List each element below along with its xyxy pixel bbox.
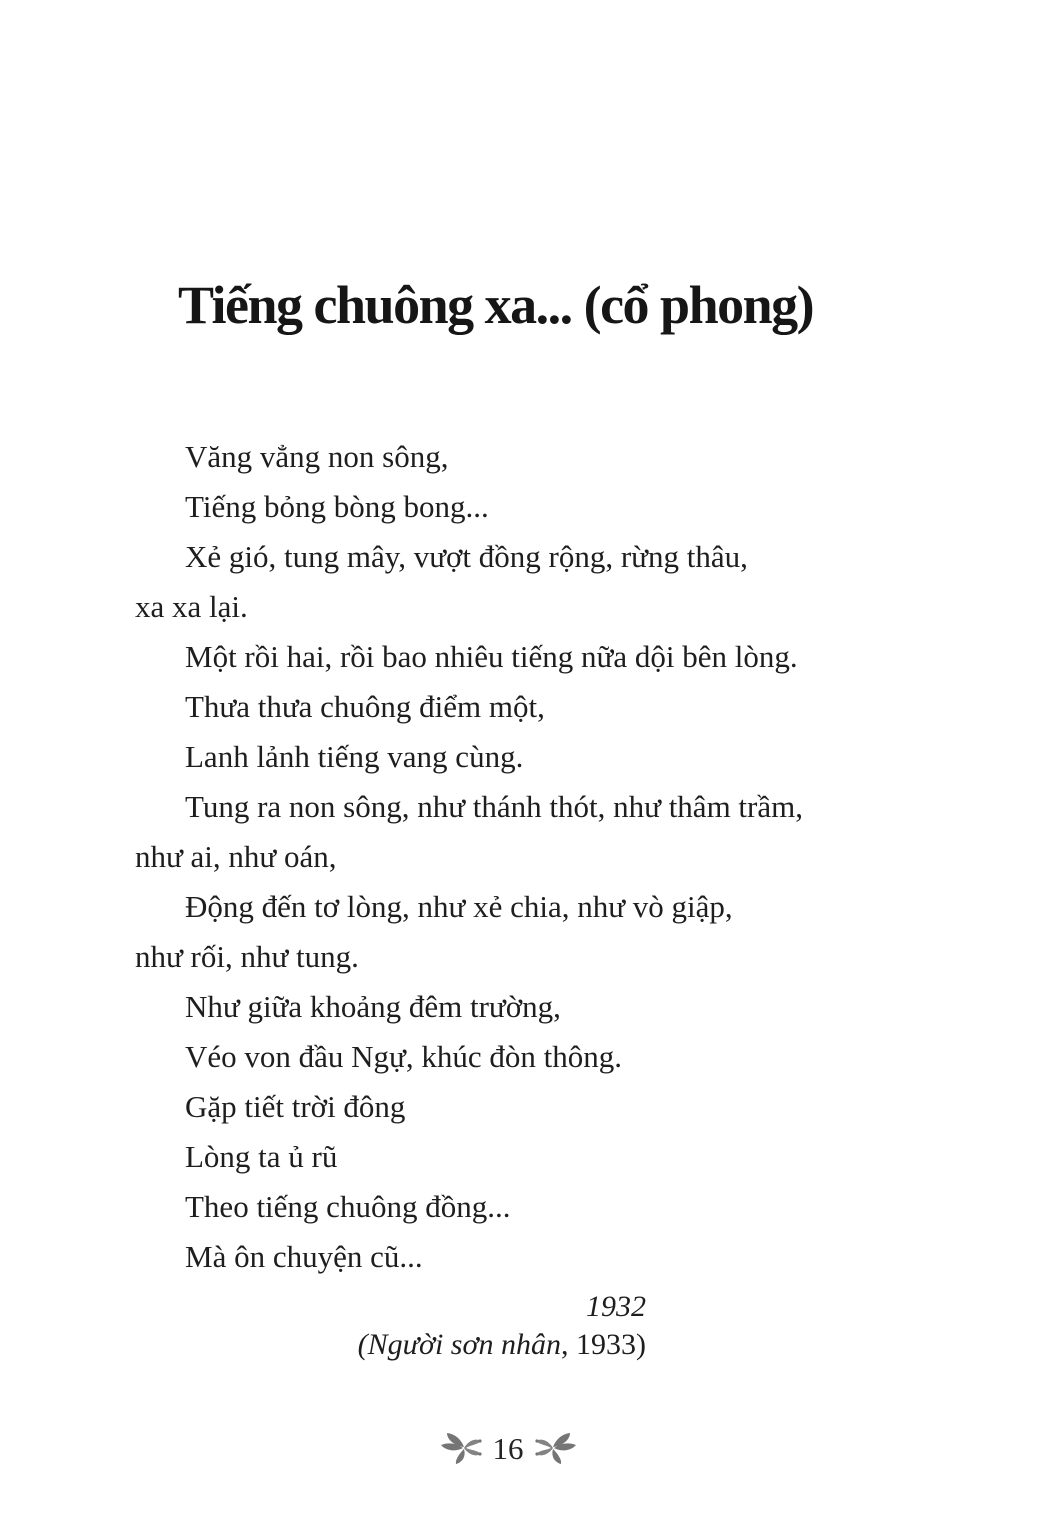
poem-line: Lanh lảnh tiếng vang cùng.: [185, 739, 524, 774]
source-open-paren: (: [357, 1328, 368, 1361]
poem-line: như rối, như tung.: [135, 939, 359, 974]
attribution: [358, 1288, 646, 1364]
poem-title: Tiếng chuông xa... (cổ phong): [178, 275, 814, 335]
composition-year: 1932: [586, 1290, 646, 1323]
page-number: 16: [492, 1430, 524, 1466]
poem-line: Tiếng bỏng bòng bong...: [185, 489, 489, 524]
poem-line: Động đến tơ lòng, như xẻ chia, như vò giập,: [185, 889, 733, 924]
poem-line: Thưa thưa chuông điểm một,: [185, 689, 545, 724]
poem-line: Lòng ta ủ rũ: [185, 1139, 338, 1174]
source-line: [358, 1326, 646, 1364]
source-year: , 1933): [561, 1328, 646, 1361]
poem-line: xa xa lại.: [135, 589, 248, 624]
leaf-ornament-left-icon: [440, 1431, 482, 1465]
poem-line: Tung ra non sông, như thánh thót, như thâm trầm,: [185, 789, 803, 824]
poem-line: Văng vẳng non sông,: [185, 439, 449, 474]
poem-body: [135, 432, 996, 1282]
poem-line: Véo von đầu Ngự, khúc đòn thông.: [185, 1039, 622, 1074]
source-name: Người sơn nhân: [367, 1328, 561, 1361]
poem-line: như ai, như oán,: [135, 839, 337, 874]
leaf-ornament-right-icon: [535, 1431, 577, 1465]
poem-line: Một rồi hai, rồi bao nhiêu tiếng nữa dội bên lòng.: [185, 639, 798, 674]
poem-line: Xẻ gió, tung mây, vượt đồng rộng, rừng thâu,: [185, 539, 748, 574]
poem-line: Gặp tiết trời đông: [185, 1089, 406, 1124]
page-footer: [0, 1428, 1036, 1468]
poem-line: Mà ôn chuyện cũ...: [185, 1239, 423, 1274]
poem-line: Như giữa khoảng đêm trường,: [185, 989, 561, 1024]
poem-line: Theo tiếng chuông đồng...: [185, 1189, 511, 1224]
